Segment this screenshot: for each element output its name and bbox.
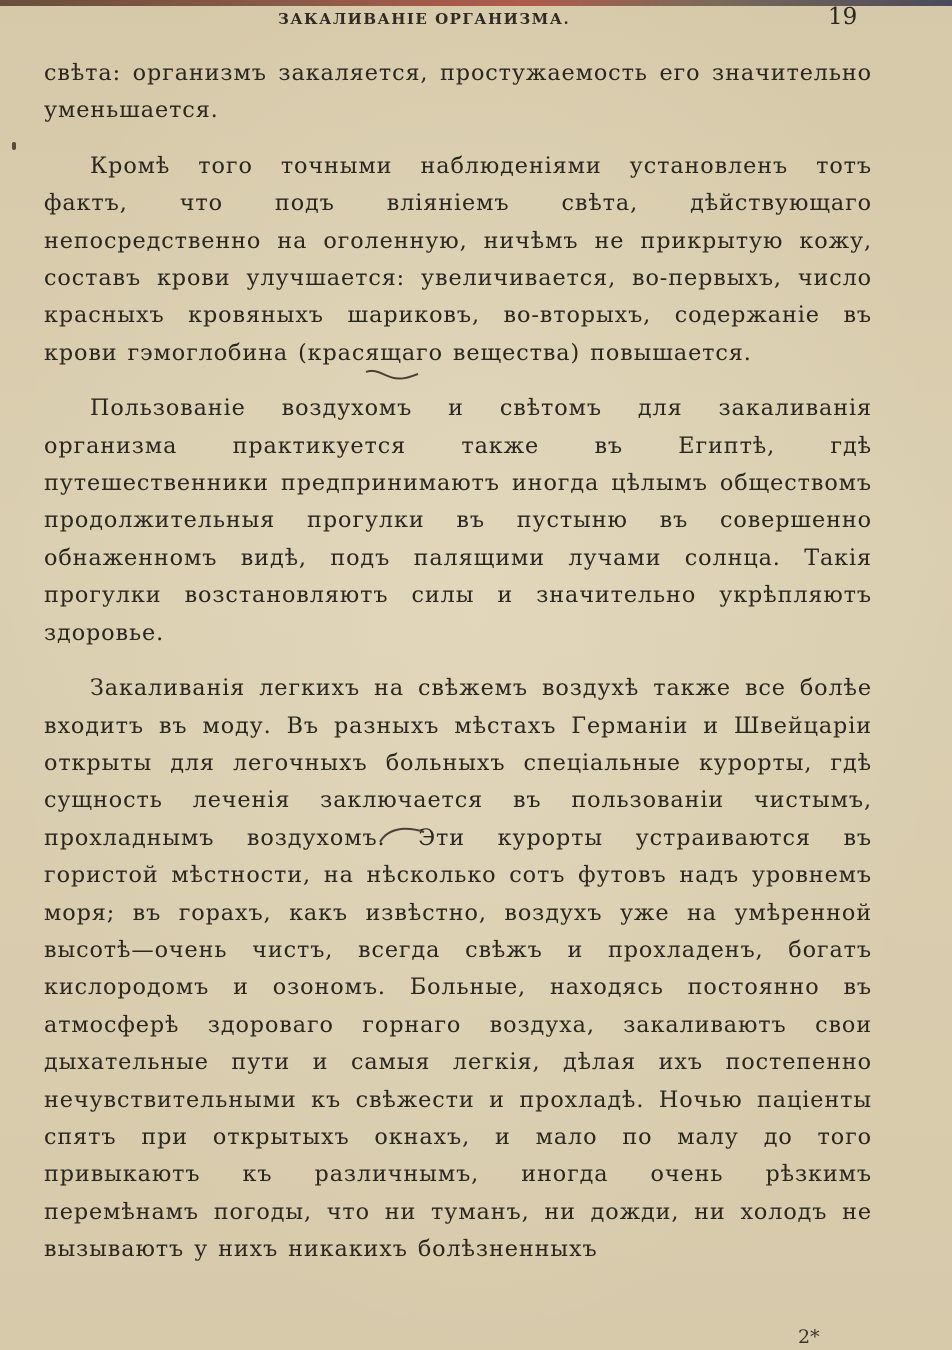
- page-header: [0, 4, 952, 34]
- paragraph: Кромѣ того точными наблюденіями установленъ тотъ фактъ, что подъ вліяніемъ свѣта, дѣйствующаго непосредственно на оголенную, ничѣмъ не прикрытую кожу, составъ крови улучшается: увеличивается, во-первыхъ, число красныхъ кровяныхъ шариковъ, во-вторыхъ, содержаніе въ крови гэмоглобина (красящаго вещества) повышается.: [44, 152, 872, 366]
- pencil-arc-mark: [378, 824, 428, 846]
- paragraph: Закаливанія легкихъ на свѣжемъ воздухѣ также все болѣе входитъ въ моду. Въ разныхъ мѣстахъ Германіи и Швейцаріи открыты для легочныхъ больныхъ спеціальные курорты, гдѣ сущность леченія заключается въ пользованіи чистымъ, прохладнымъ воздухомъ. Эти курорты устраиваются въ гористой мѣстности, на нѣсколько сотъ футовъ надъ уровнемъ моря; въ горахъ, какъ извѣстно, воздухъ уже на умѣренной высотѣ—очень чистъ, всегда свѣжъ и прохладенъ, богатъ кислородомъ и озономъ. Больные, находясь постоянно въ атмосферѣ здороваго горнаго воздуха, закаливаютъ свои дыхательные пути и самыя легкія, дѣлая ихъ постепенно нечувствительными къ свѣжести и прохладѣ. Ночью паціенты спятъ при открытыхъ окнахъ, и мало по малу до того привыкаютъ къ различнымъ, иногда очень рѣзкимъ перемѣнамъ погоды, что ни туманъ, ни дожди, ни холодъ не вызываютъ у нихъ никакихъ болѣзненныхъ: [44, 675, 872, 1263]
- running-title: ЗАКАЛИВАНІЕ ОРГАНИЗМА.: [278, 10, 571, 28]
- pencil-underline-mark: [362, 366, 422, 382]
- page-number: 19: [828, 4, 858, 30]
- paragraph: свѣта: организмъ закаляется, простужаемость его значительно уменьшается.: [44, 60, 872, 124]
- signature-mark: 2*: [798, 1326, 820, 1348]
- margin-ink-mark: [12, 142, 16, 150]
- body-text: [44, 55, 872, 1287]
- paragraph: Пользованіе воздухомъ и свѣтомъ для закаливанія организма практикуется также въ Египтѣ, гдѣ путешественники предпринимаютъ иногда цѣлымъ обществомъ продолжительныя прогулки въ пустыню въ совершенно обнаженномъ видѣ, подъ палящими лучами солнца. Такія прогулки возстановляютъ силы и значительно укрѣпляютъ здоровье.: [44, 395, 872, 646]
